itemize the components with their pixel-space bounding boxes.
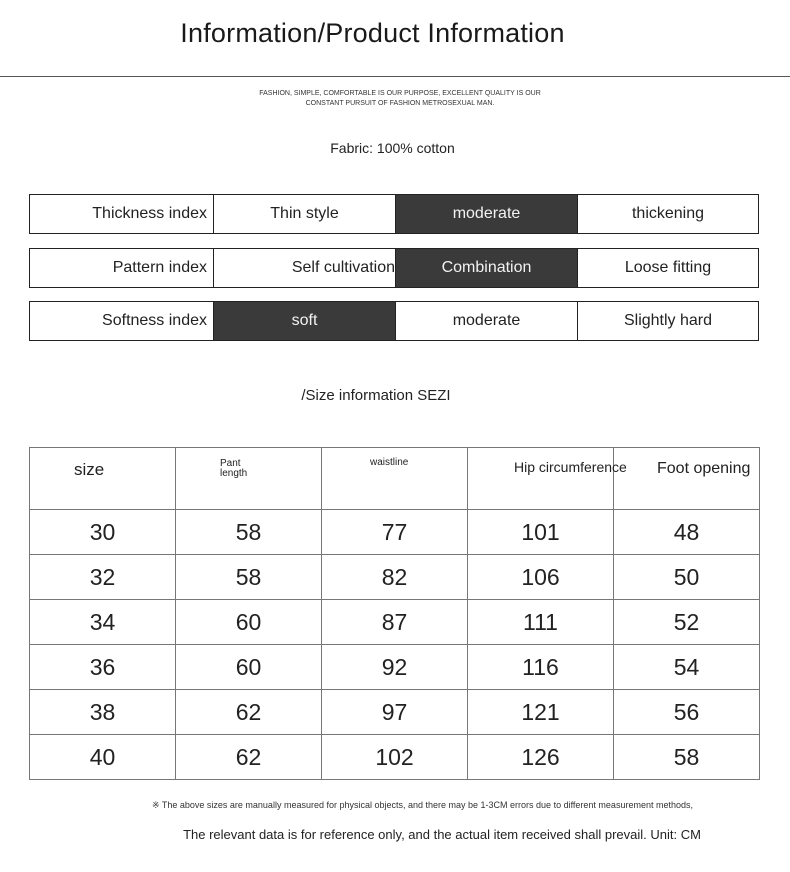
size-table	[29, 447, 760, 780]
header-waistline: waistline	[322, 448, 468, 510]
thickness-option-moderate-selected: moderate	[395, 195, 577, 233]
cell-hip: 116	[468, 645, 614, 690]
cell-size: 38	[30, 690, 176, 735]
reference-note: The relevant data is for reference only, and the actual item received shall prevail. Unit: CM	[183, 827, 701, 842]
cell-foot-opening: 54	[614, 645, 760, 690]
table-row	[30, 510, 760, 555]
table-row	[30, 645, 760, 690]
table-row	[30, 690, 760, 735]
header-pant-line-2: length	[220, 468, 248, 479]
cell-hip: 101	[468, 510, 614, 555]
thickness-option-thin: Thin style	[213, 195, 395, 233]
slogan-line-1: FASHION, SIMPLE, COMFORTABLE IS OUR PURPOSE, EXCELLENT QUALITY IS OUR	[259, 90, 541, 97]
size-table-header-row	[30, 448, 760, 510]
pattern-index-label: Pattern index	[112, 259, 207, 276]
cell-size: 40	[30, 735, 176, 780]
header-foot-opening: Foot opening	[614, 448, 760, 510]
cell-foot-opening: 48	[614, 510, 760, 555]
cell-pant-length: 60	[176, 645, 322, 690]
thickness-option-thickening: thickening	[577, 195, 758, 233]
cell-pant-length: 58	[176, 555, 322, 600]
cell-waistline: 77	[322, 510, 468, 555]
size-info-heading: /Size information SEZI	[301, 387, 451, 404]
cell-waistline: 92	[322, 645, 468, 690]
thickness-index-row	[29, 194, 759, 234]
cell-waistline: 97	[322, 690, 468, 735]
cell-hip: 121	[468, 690, 614, 735]
cell-foot-opening: 56	[614, 690, 760, 735]
cell-waistline: 102	[322, 735, 468, 780]
cell-pant-length: 60	[176, 600, 322, 645]
cell-size: 30	[30, 510, 176, 555]
cell-hip: 126	[468, 735, 614, 780]
cell-pant-length: 58	[176, 510, 322, 555]
table-row	[30, 600, 760, 645]
softness-option-slightly-hard: Slightly hard	[577, 302, 758, 340]
measurement-note: ※ The above sizes are manually measured for physical objects, and there may be 1-3CM errors due to different measurement methods,	[152, 800, 693, 810]
cell-foot-opening: 50	[614, 555, 760, 600]
cell-pant-length: 62	[176, 735, 322, 780]
table-row	[30, 735, 760, 780]
cell-waistline: 82	[322, 555, 468, 600]
cell-hip: 111	[468, 600, 614, 645]
pattern-index-row	[29, 248, 759, 288]
header-hip-circumference: Hip circumference	[468, 448, 614, 510]
fabric-info: Fabric: 100% cotton	[330, 140, 455, 156]
thickness-index-label: Thickness index	[92, 205, 207, 222]
softness-option-soft-selected: soft	[213, 302, 395, 340]
title-divider	[0, 76, 790, 77]
cell-size: 32	[30, 555, 176, 600]
pattern-option-loose-fitting: Loose fitting	[577, 249, 758, 287]
cell-foot-opening: 52	[614, 600, 760, 645]
cell-hip: 106	[468, 555, 614, 600]
header-pant-length	[176, 448, 322, 510]
softness-index-row	[29, 301, 759, 341]
cell-size: 36	[30, 645, 176, 690]
header-pant-line-1: Pant	[220, 458, 241, 469]
softness-option-moderate: moderate	[395, 302, 577, 340]
softness-index-label: Softness index	[102, 312, 207, 329]
cell-size: 34	[30, 600, 176, 645]
table-row	[30, 555, 760, 600]
header-size: size	[30, 448, 176, 510]
slogan-line-2: CONSTANT PURSUIT OF FASHION METROSEXUAL MAN.	[305, 100, 495, 107]
page-title: Information/Product Information	[180, 18, 565, 48]
brand-slogan	[200, 89, 600, 109]
pattern-option-self-cultivation: Self cultivation	[213, 249, 395, 287]
cell-waistline: 87	[322, 600, 468, 645]
pattern-option-combination-selected: Combination	[395, 249, 577, 287]
cell-pant-length: 62	[176, 690, 322, 735]
cell-foot-opening: 58	[614, 735, 760, 780]
